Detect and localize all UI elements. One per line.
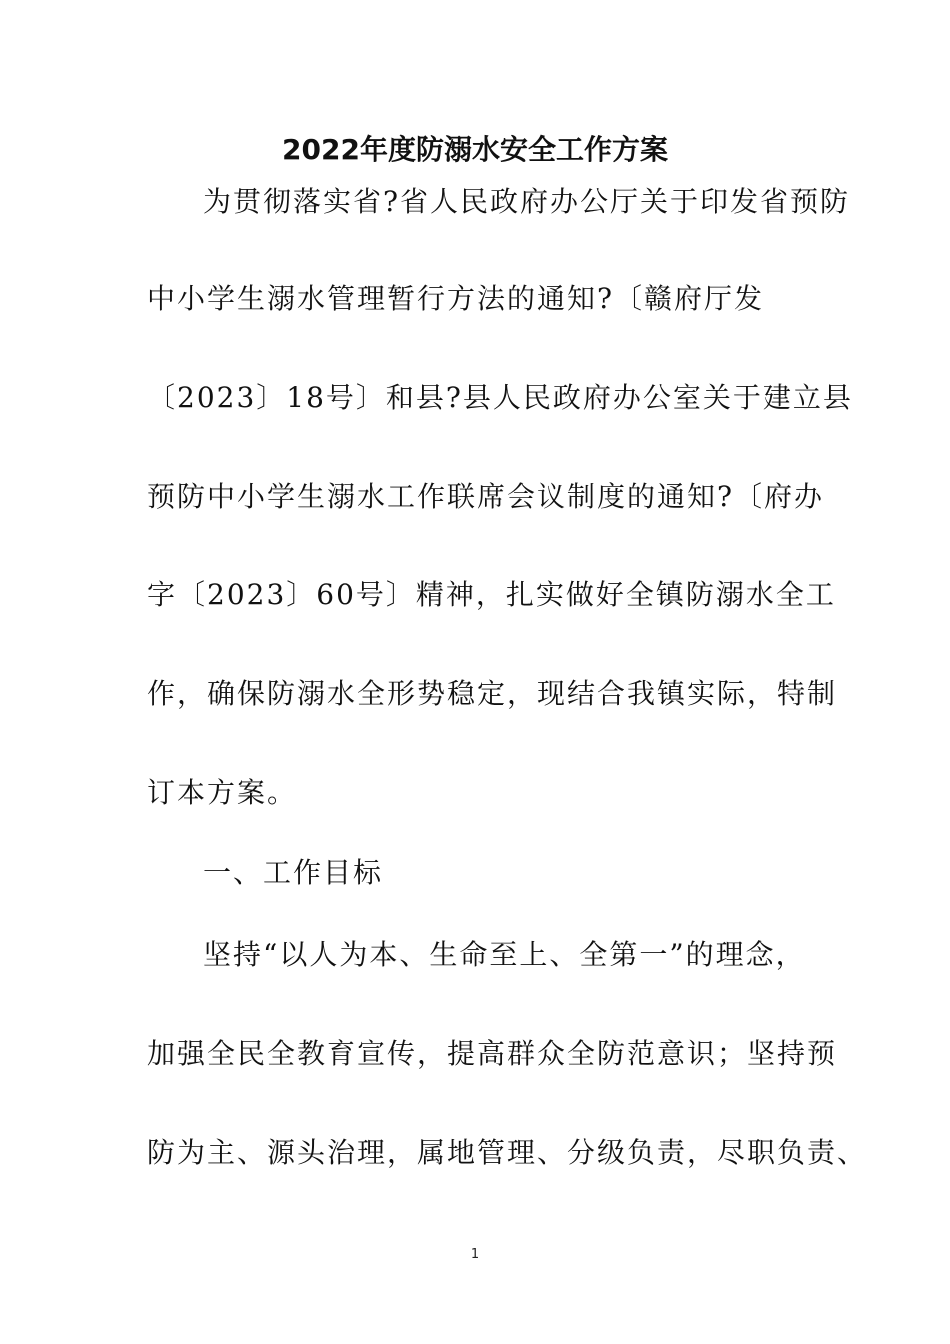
paragraph-line: 预防中小学生溺水工作联席会议制度的通知?〔府办 [147, 480, 825, 513]
paragraph-line: 中小学生溺水管理暂行方法的通知?〔赣府厅发 [147, 282, 765, 315]
paragraph-line: 为贯彻落实省?省人民政府办公厅关于印发省预防 [203, 185, 851, 218]
paragraph-line: 坚持“以人为本、生命至上、全第一”的理念， [203, 938, 806, 971]
paragraph-line: 加强全民全教育宣传，提高群众全防范意识；坚持预 [147, 1037, 838, 1070]
paragraph-line: 防为主、源头治理，属地管理、分级负责，尽职负责、 [147, 1136, 868, 1169]
paragraph-line: 作，确保防溺水全形势稳定，现结合我镇实际，特制 [147, 677, 838, 710]
paragraph-line: 字〔2023〕60号〕精神，扎实做好全镇防溺水全工 [147, 578, 836, 611]
page-number: 1 [470, 1247, 480, 1262]
section-heading: 一、工作目标 [203, 856, 384, 889]
paragraph-line: 〔2023〕18号〕和县?县人民政府办公室关于建立县 [147, 381, 853, 414]
paragraph-line: 订本方案。 [147, 776, 298, 809]
document-title: 2022年度防溺水安全工作方案 [282, 133, 668, 166]
